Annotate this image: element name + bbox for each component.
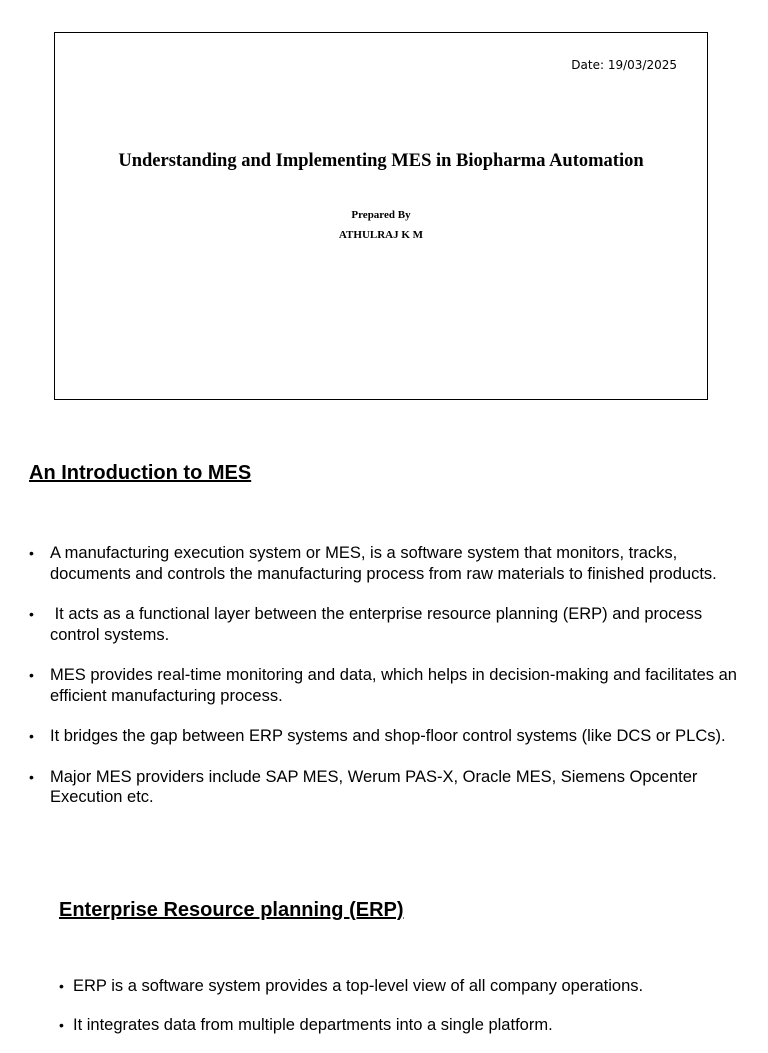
list-item [29,665,744,706]
cover-page-box [54,32,708,400]
erp-heading: Enterprise Resource planning (ERP) [59,899,404,921]
list-item-text: Major MES providers include SAP MES, Werum PAS-X, Oracle MES, Siemens Opcenter Execution etc. [50,767,698,806]
prepared-by-label: Prepared By [351,209,411,221]
bullet-icon: • [29,728,34,744]
list-item [29,543,744,584]
bullet-icon: • [29,667,34,683]
bullet-icon: • [59,978,64,994]
erp-bullet-list [59,976,749,1053]
list-item-text: It bridges the gap between ERP systems and shop-floor control systems (like DCS or PLCs). [50,727,726,745]
bullet-icon: • [29,606,34,622]
list-item-text: It integrates data from multiple departments into a single platform. [73,1015,553,1034]
list-item [29,726,744,747]
list-item-text: A manufacturing execution system or MES, is a software system that monitors, tracks, documents and controls the manufacturing process from raw materials to finished products. [50,544,717,583]
list-item [29,604,744,645]
intro-bullet-list [29,543,744,828]
cover-date: Date: 19/03/2025 [571,58,677,72]
document-title: Understanding and Implementing MES in Biopharma Automation [118,151,644,171]
list-item-text: It acts as a functional layer between the enterprise resource planning (ERP) and process control systems. [50,605,703,644]
list-item [29,767,744,808]
bullet-icon: • [59,1016,64,1033]
bullet-icon: • [29,768,34,785]
intro-heading: An Introduction to MES [29,462,252,484]
list-item [59,1015,749,1036]
list-item [59,976,749,997]
bullet-icon: • [29,545,34,561]
author-name: ATHULRAJ K M [338,229,424,241]
list-item-text: ERP is a software system provides a top-level view of all company operations. [73,977,644,995]
list-item-text: MES provides real-time monitoring and data, which helps in decision-making and facilitates an efficient manufacturing process. [50,666,737,705]
